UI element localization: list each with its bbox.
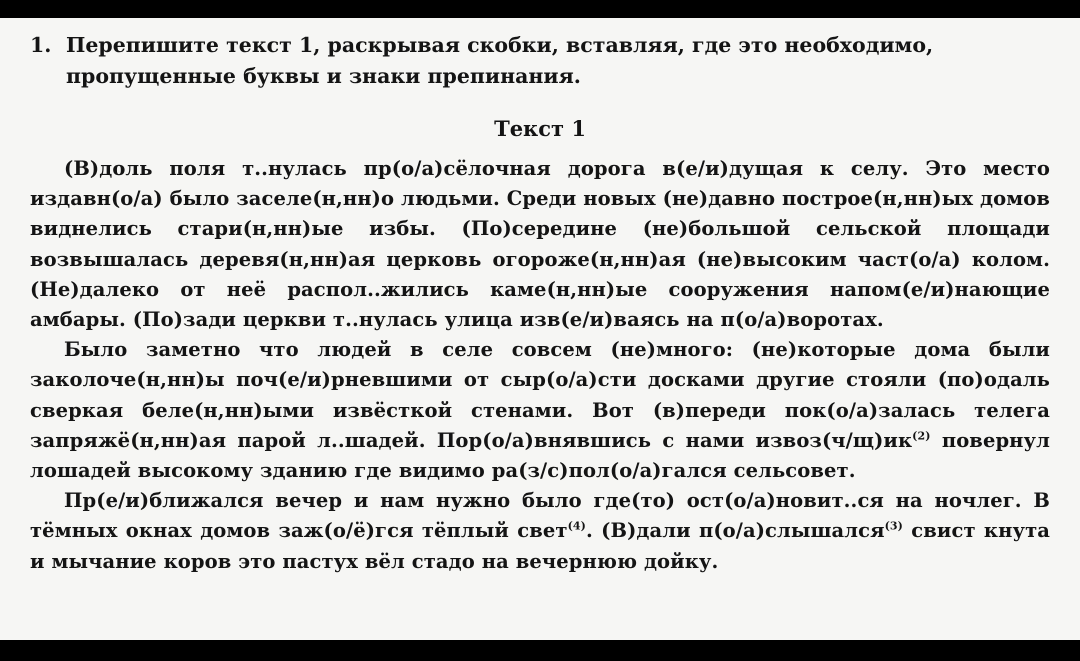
task-text: Перепишите текст 1, раскрывая скобки, вставляя, где это необходимо, пропущенные буквы и знаки препинания.	[66, 33, 934, 88]
paragraph-2	[30, 335, 1050, 486]
paragraph-segment: Пр(е/и)ближался вечер и нам нужно было где(то) ост(о/а)новит..ся на ночлег. В тёмных окнах домов заж(о/ё)гся тёплый свет	[30, 489, 1050, 543]
paragraph-segment: повернул лошадей высокому зданию где видимо ра(з/с)пол(о/а)гался сельсовет.	[30, 428, 1050, 483]
task-instruction	[30, 30, 1052, 92]
textbook-page	[0, 18, 1080, 640]
paragraph-segment: Было заметно что людей в селе совсем (не)много: (не)которые дома были заколоче(н,нн)ы поч(е/и)рневшими от сыр(о/а)сти досками другие стояли (по)одаль сверкая беле(н,нн)ыми извёсткой стенами. Вот (в)переди пок(о/а)залась телега запряжё(н,нн)ая парой л..шадей. Пор(о/а)внявшись с нами извоз(ч/щ)ик	[30, 338, 1050, 452]
paragraph-1	[30, 154, 1050, 335]
paragraph-segment: . (В)дали п(о/а)слышался	[585, 519, 885, 543]
paragraph-segment: свист кнута и мычание коров это пастух вёл стадо на вечернюю дойку.	[30, 519, 1050, 573]
footnote-marker: (4)	[567, 519, 586, 533]
paragraph-segment: (В)доль поля т..нулась пр(о/а)сёлочная дорога в(е/и)дущая к селу. Это место издавн(о/а) было заселе(н,нн)о людьми. Среди новых (не)давно построе(н,нн)ых домов виднелись стари(н,нн)ые избы. (По)середине (не)большой сельской площади возвышалась деревя(н,нн)ая церковь огороже(н,нн)ая (не)высоким част(о/а) колом. (Не)далеко от неё распол..жились каме(н,нн)ые сооружения напом(е/и)нающие амбары. (По)зади церкви т..нулась улица изв(е/и)ваясь на п(о/а)воротах.	[30, 157, 1050, 332]
task-number: 1.	[30, 33, 52, 57]
exercise-text	[30, 154, 1050, 577]
paragraph-3	[30, 486, 1050, 577]
footnote-marker: (2)	[912, 429, 931, 443]
text-title: Текст 1	[494, 116, 586, 141]
footnote-marker: (3)	[884, 519, 903, 533]
